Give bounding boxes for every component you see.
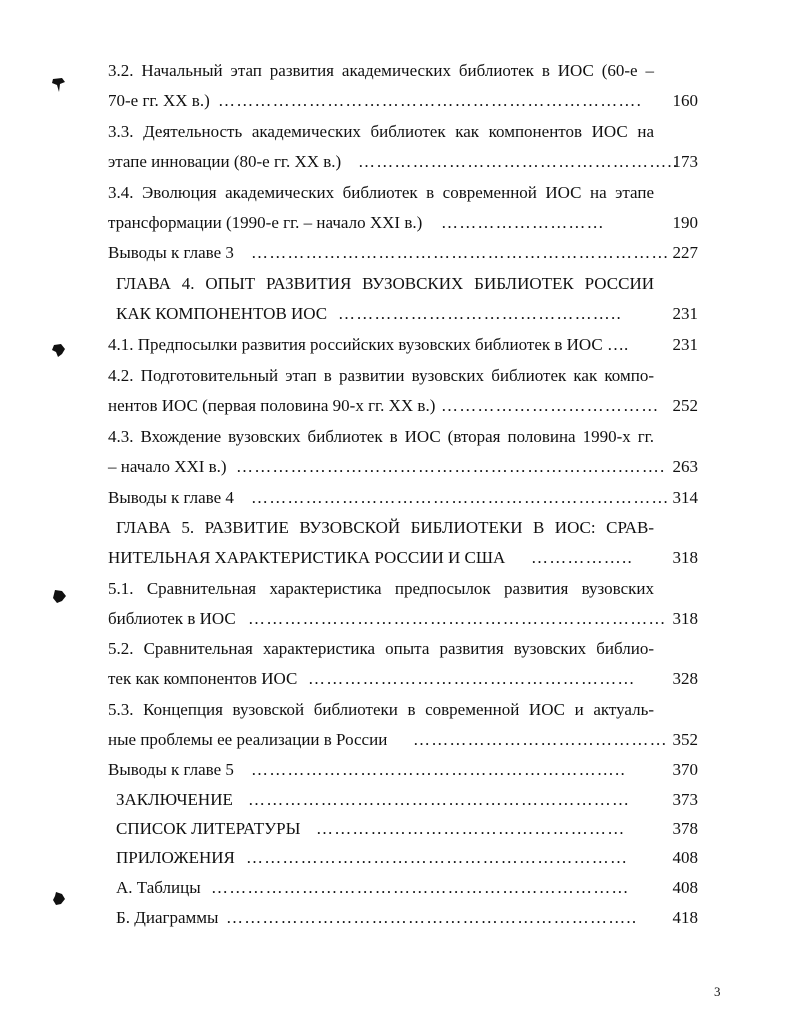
toc-line-text: Выводы к главе 3 (108, 243, 234, 262)
page-number: 3 (714, 984, 721, 999)
toc-entry-bibliography (116, 814, 698, 844)
margin-punch-mark-icon (50, 588, 68, 606)
toc-page-number: 190 (672, 213, 698, 232)
toc-entry-diagrams (116, 903, 698, 933)
toc-page-number: 252 (672, 396, 698, 415)
toc-page-number: 352 (672, 730, 698, 749)
toc-entry-4-1 (108, 330, 698, 360)
toc-line-text: – начало XXI в.) (108, 457, 227, 476)
toc-chapter-4 (116, 269, 698, 299)
leader-dots: …………………………………………………….. (251, 760, 626, 779)
toc-page-number: 408 (672, 878, 698, 897)
leader-dots: …………………………………………… (316, 819, 626, 838)
leader-dots: …………………………………………………………… (251, 243, 670, 262)
toc-page-number: 418 (672, 908, 698, 927)
toc-page-number: 378 (672, 819, 698, 838)
toc-page-number: 231 (672, 304, 698, 323)
toc-page-number: 314 (672, 488, 698, 507)
toc-entry-5-3-cont (108, 725, 698, 755)
leader-dots: …………………………………………….. (358, 152, 679, 171)
toc-entry-conclusion (116, 785, 698, 815)
toc-page-number: 328 (672, 669, 698, 688)
toc-line-text: библиотек в ИОС (108, 609, 236, 628)
toc-entry-3-2-cont (108, 86, 698, 116)
leader-dots: …………………………………………………………… (248, 609, 667, 628)
toc-page-number: 160 (672, 91, 698, 110)
toc-page-number: 373 (672, 790, 698, 809)
toc-entry-appendices (116, 843, 698, 873)
toc-entry-3-4 (108, 178, 698, 208)
toc-line-text: нентов ИОС (первая половина 90-х гг. XX в.) (108, 396, 436, 415)
toc-chapter-5 (116, 513, 698, 543)
toc-line-text: трансформации (1990-е гг. – начало XXI в.) (108, 213, 423, 232)
toc-page-number: 227 (672, 243, 698, 262)
toc-entry-conclusions-4 (108, 483, 698, 513)
toc-page-number: 408 (672, 848, 698, 867)
leader-dots: ……………………… (441, 213, 605, 232)
toc-entry-5-2 (108, 634, 698, 664)
toc-line-text: НИТЕЛЬНАЯ ХАРАКТЕРИСТИКА РОССИИ И США (108, 548, 506, 567)
leader-dots: ……………………………………………………………. (218, 91, 643, 110)
leader-dots: …………………………………………………………… (251, 488, 670, 507)
toc-line-text: ГЛАВА 4. ОПЫТ РАЗВИТИЯ ВУЗОВСКИХ БИБЛИОТЕК РОССИИ (116, 274, 654, 293)
toc-line-text: этапе инновации (80-е гг. XX в.) (108, 152, 342, 171)
toc-line-text: 3.2. Начальный этап развития академических библиотек в ИОС (60-е – (108, 61, 654, 80)
toc-line-text: 3.4. Эволюция академических библиотек в современной ИОС на этапе (108, 183, 654, 202)
toc-entry-5-2-cont (108, 664, 698, 694)
toc-entry-3-4-cont (108, 208, 698, 238)
toc-line-text: А. Таблицы (116, 878, 201, 897)
toc-entry-3-2 (108, 56, 698, 86)
toc-line-text: 4.3. Вхождение вузовских библиотек в ИОС (вторая половина 1990-х гг. (108, 427, 654, 446)
toc-line-text: ные проблемы ее реализации в России (108, 730, 388, 749)
leader-dots: …………………………………… (413, 730, 668, 749)
toc-line-text: Выводы к главе 4 (108, 488, 234, 507)
leader-dots: ………………………………………………………….. (226, 908, 638, 927)
toc-entry-conclusions-3 (108, 238, 698, 268)
leader-dots: …………………………………………………………… (211, 878, 630, 897)
toc-line-text: ЗАКЛЮЧЕНИЕ (116, 790, 233, 809)
toc-line-text: тек как компонентов ИОС (108, 669, 298, 688)
toc-page-number: 173 (672, 152, 698, 171)
toc-entry-conclusions-5 (108, 755, 698, 785)
toc-line-text: 5.1. Сравнительная характеристика предпосылок развития вузовских (108, 579, 654, 598)
toc-line-text: Выводы к главе 5 (108, 760, 234, 779)
toc-line-text: 5.3. Концепция вузовской библиотеки в современной ИОС и актуаль- (108, 700, 654, 719)
margin-punch-mark-icon (50, 76, 68, 94)
toc-page-number: 318 (672, 609, 698, 628)
toc-entry-4-2 (108, 361, 698, 391)
leader-dots: …………….. (531, 548, 633, 567)
toc-entry-5-1-cont (108, 604, 698, 634)
toc-line-text: СПИСОК ЛИТЕРАТУРЫ (116, 819, 301, 838)
toc-page-number: 318 (672, 548, 698, 567)
toc-line-text: 70-е гг. XX в.) (108, 91, 210, 110)
toc-page-number: 370 (672, 760, 698, 779)
toc-line-text: 3.3. Деятельность академических библиотек как компонентов ИОС на (108, 122, 654, 141)
leader-dots: ……………………………………………… (308, 669, 636, 688)
toc-entry-tables (116, 873, 698, 903)
toc-line-text: КАК КОМПОНЕНТОВ ИОС (116, 304, 328, 323)
margin-punch-mark-icon (50, 890, 68, 908)
toc-entry-5-1 (108, 574, 698, 604)
toc-entry-5-3 (108, 695, 698, 725)
leader-dots: ……………………………………………………… (246, 848, 629, 867)
leader-dots: ……………………………………………………….……. (236, 457, 666, 476)
leader-dots: ……………………………… (441, 396, 660, 415)
toc-entry-4-3 (108, 422, 698, 452)
toc-line-text: 5.2. Сравнительная характеристика опыта развития вузовских библио- (108, 639, 654, 658)
toc-entry-3-3 (108, 117, 698, 147)
toc-line-text: 4.1. Предпосылки развития российских вузовских библиотек в ИОС …. (108, 335, 629, 354)
toc-page-number: 263 (672, 457, 698, 476)
toc-line-text: Б. Диаграммы (116, 908, 219, 927)
toc-chapter-5-cont (108, 543, 698, 573)
toc-line-text: ГЛАВА 5. РАЗВИТИЕ ВУЗОВСКОЙ БИБЛИОТЕКИ В ИОС: СРАВ- (116, 518, 654, 537)
leader-dots: ……………………………………………………… (248, 790, 631, 809)
leader-dots: ……………………………………….. (338, 304, 622, 323)
toc-line-text: 4.2. Подготовительный этап в развитии вузовских библиотек как компо- (108, 366, 654, 385)
toc-page-number: 231 (672, 335, 698, 354)
margin-punch-mark-icon (50, 342, 68, 360)
toc-line-text: ПРИЛОЖЕНИЯ (116, 848, 235, 867)
toc-chapter-4-cont (116, 299, 698, 329)
toc-entry-4-2-cont (108, 391, 698, 421)
toc-entry-4-3-cont (108, 452, 698, 482)
toc-entry-3-3-cont (108, 147, 698, 177)
